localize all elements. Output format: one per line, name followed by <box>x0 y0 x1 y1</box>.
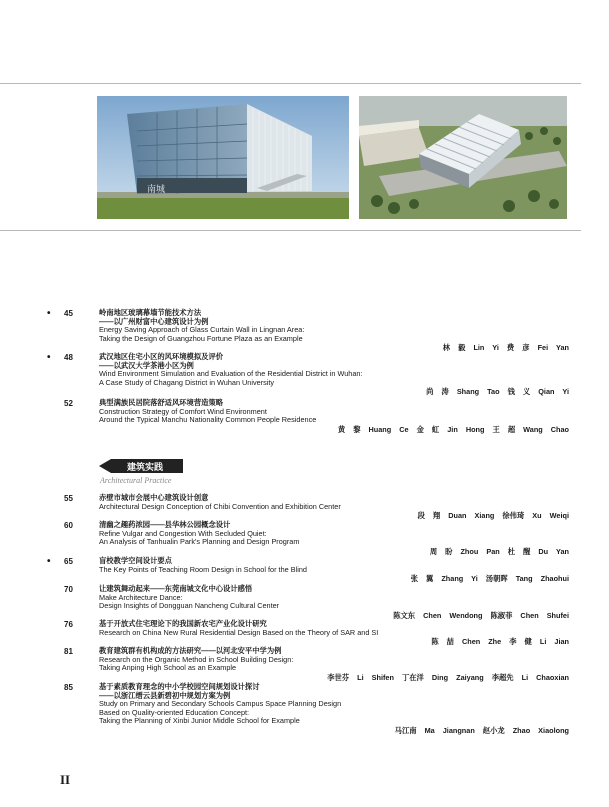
toc-title-line: Wind Environment Simulation and Evaluation of the Residential District in Wuhan: <box>99 369 363 379</box>
toc-entry-text <box>99 557 569 584</box>
toc-title-line: Construction Strategy of Comfort Wind Environment <box>99 406 267 416</box>
toc-title-line: 赤壁市城市会展中心建筑设计创意 <box>99 493 209 502</box>
toc-title-line: Research on the Organic Method in School Building Design: <box>99 654 294 664</box>
toc-title-line: 基于开放式住宅理论下的我国新农宅产业化设计研究 <box>99 619 267 628</box>
building-signage: 南城 <box>147 185 166 195</box>
bottom-rule <box>0 230 581 231</box>
toc-entry-text <box>99 585 569 621</box>
toc-title-line: 基于素质教育理念的中小学校园空间规划设计探讨 <box>99 682 260 691</box>
section-title-en: Architectural Practice <box>100 476 172 485</box>
toc-title-line: Energy Saving Approach of Glass Curtain Wall in Lingnan Area: <box>99 325 305 335</box>
toc-title-line: Taking the Planning of Xinbi Junior Middle School for Example <box>99 716 300 726</box>
building-photo-street <box>97 96 349 219</box>
toc-entry-text <box>99 521 569 557</box>
toc-title-line: 岭南地区玻璃幕墙节能技术方法 <box>99 308 202 317</box>
toc-title-line: Study on Primary and Secondary Schools Campus Space Planning Design <box>99 699 342 709</box>
toc-title-line: Taking Anping High School as an Example <box>99 663 237 673</box>
toc-authors: 段 翔 Duan Xiang 徐伟琦 Xu Weiqi <box>417 511 569 521</box>
toc-page-number: 76 <box>64 620 73 629</box>
toc-title-line: Taking the Design of Guangzhou Fortune Plaza as an Example <box>99 333 303 343</box>
toc-page-number: 65 <box>64 557 73 566</box>
toc-title-line: Refine Vulgar and Congestion With Secluded Quiet: <box>99 528 267 538</box>
toc-authors: 周 盼 Zhou Pan 杜 醒 Du Yan <box>429 546 569 556</box>
toc-page-number: 55 <box>64 494 73 503</box>
toc-authors: 马江南 Ma Jiangnan 赵小龙 Zhao Xiaolong <box>394 725 569 735</box>
highlight-bullet: • <box>47 556 51 567</box>
toc-title-line: An Analysis of Tanhualin Park's Planning and Design Program <box>99 537 300 547</box>
toc-authors: 张 翼 Zhang Yi 汤朝晖 Tang Zhaohui <box>410 574 569 584</box>
toc-entry-text <box>99 683 569 736</box>
toc-title-line: Make Architecture Dance: <box>99 592 183 602</box>
toc-entry-text <box>99 647 569 683</box>
toc-title-line: ——以浙江缙云县新碧初中规划方案为例 <box>99 690 231 700</box>
section-header-tag <box>99 459 187 473</box>
toc-page-number: 60 <box>64 521 73 530</box>
top-rule <box>0 83 581 84</box>
toc-entry-text <box>99 309 569 353</box>
toc-title-line: ——以武汉大学茶港小区为例 <box>99 360 194 370</box>
toc-title-line: Design Insights of Dongguan Nancheng Cultural Center <box>99 601 280 611</box>
toc-page-number: 52 <box>64 399 73 408</box>
toc-title-line: Around the Typical Manchu Nationality Common People Residence <box>99 415 317 425</box>
toc-title-line: 典型满族民居院落舒适风环境营造策略 <box>99 398 224 407</box>
building-photo-aerial <box>359 96 567 219</box>
toc-authors: 陈文东 Chen Wendong 陈淑菲 Chen Shufei <box>393 610 569 620</box>
toc-page-number: 45 <box>64 309 73 318</box>
toc-title-line: A Case Study of Chagang District in Wuhan University <box>99 377 275 387</box>
toc-authors: 林 毅 Lin Yi 费 彦 Fei Yan <box>442 343 569 353</box>
toc-entry-text <box>99 399 569 435</box>
toc-entry-text <box>99 353 569 397</box>
toc-page-number: 48 <box>64 353 73 362</box>
toc-authors: 陈 喆 Chen Zhe 李 健 Li Jian <box>431 637 569 647</box>
toc-title-line: 让建筑舞动起来——东莞南城文化中心设计感悟 <box>99 584 253 593</box>
toc-title-line: 教育建筑群有机构成的方法研究——以河北安平中学为例 <box>99 646 282 655</box>
toc-title-line: 盲校教学空间设计要点 <box>99 556 172 565</box>
toc-title-line: The Key Points of Teaching Room Design in School for the Blind <box>99 564 307 574</box>
toc-page-number: 70 <box>64 585 73 594</box>
toc-title-line: Based on Quality-oriented Education Concept: <box>99 707 250 717</box>
highlight-bullet: • <box>47 352 51 363</box>
toc-authors: 黄 黎 Huang Ce 金 虹 Jin Hong 王 超 Wang Chao <box>337 424 569 434</box>
page-number: II <box>60 772 71 787</box>
toc-entry-text <box>99 494 569 521</box>
toc-title-line: 武汉地区住宅小区的风环境模拟及评价 <box>99 352 224 361</box>
toc-authors: 李世芬 Li Shifen 丁在洋 Ding Zaiyang 李超先 Li Chaoxian <box>327 672 569 682</box>
highlight-bullet: • <box>47 308 51 319</box>
toc-entry-text <box>99 620 569 647</box>
toc-title-line: 清幽之趣药浓园——县华林公园概念设计 <box>99 520 231 529</box>
toc-authors: 尚 涛 Shang Tao 钱 义 Qian Yi <box>426 387 569 397</box>
toc-page-number: 81 <box>64 647 73 656</box>
toc-title-line: Architectural Design Conception of Chibi Convention and Exhibition Center <box>99 501 341 511</box>
section-title-zh: 建筑实践 <box>127 463 164 473</box>
toc-title-line: ——以广州财富中心建筑设计为例 <box>99 316 209 326</box>
toc-page-number: 85 <box>64 683 73 692</box>
toc-title-line: Research on China New Rural Residential Design Based on the Theory of SAR and SI <box>99 627 379 637</box>
